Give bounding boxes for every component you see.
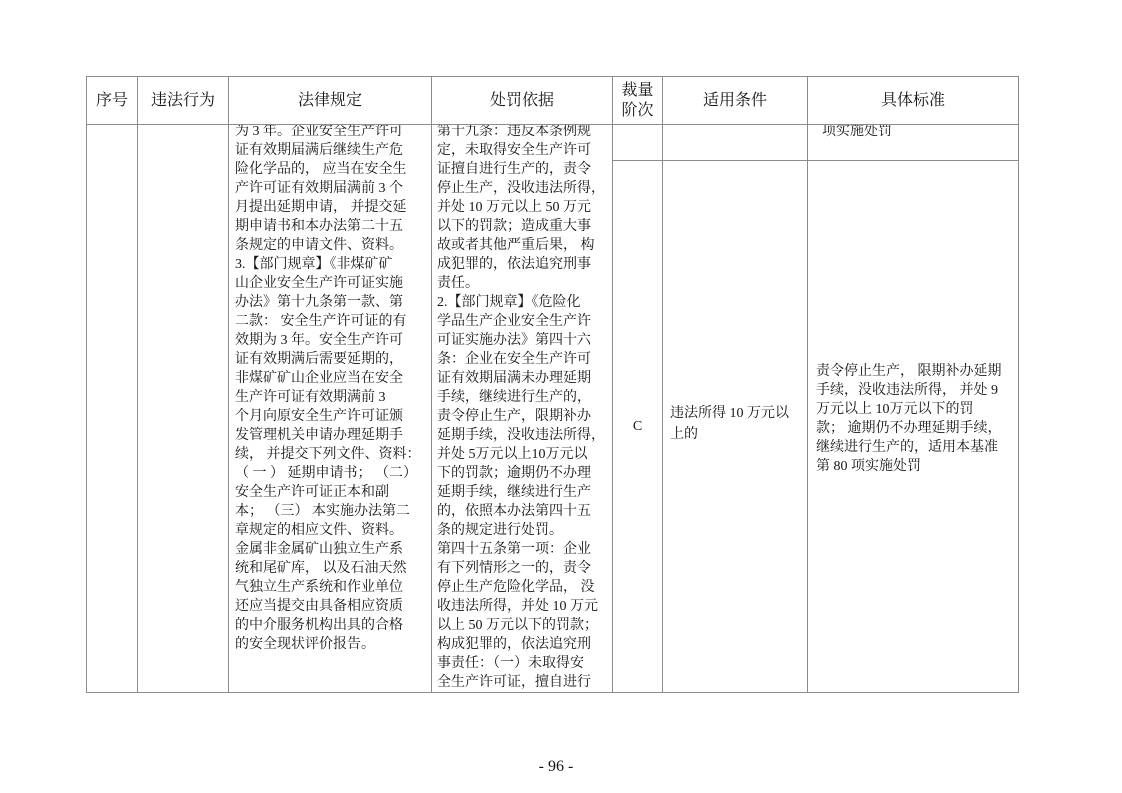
tier-2-condition-text: 违法所得 10 万元以 上的 [670,405,789,442]
penalty-basis-cell [431,124,613,693]
header-serial: 序号 [86,76,138,125]
tier-2-level-text: C [632,418,643,434]
tier-2-level-cell [612,160,663,693]
header-applicable-condition: 适用条件 [662,76,808,125]
tier-1-condition-cell [662,124,808,161]
serial-cell [86,124,138,693]
penalty-standards-table [86,76,1019,693]
tier-2-standard-text: 责令停止生产， 限期补办延期 手续，没收违法所得， 并处 9 万元以上 10万元以下的罚 款； 逾期仍不办理延期手续， 继续进行生产的，适用本基准 第 80 项实施处罚 [816,363,1002,474]
header-violation: 违法行为 [137,76,229,125]
legal-provisions-text: 为 3 年。企业安全生产许可 证有效期届满后继续生产危 险化学品的， 应当在安全生 产许可证有效期届满前 3 个 月提出延期申请， 并提交延 期申请书和本办法第二十五 条规定的申请文件、资料。 3.【部门规章】《非煤矿矿 山企业安全生产许可证实施 办法》第十九条第一款、第 二款： 安全生产许可证的有 效期为 3 年。安全生产许可 证有效期满后需要延期的， 非煤矿矿山企业应当在安全 生产许可证有效期满前 3 个月向原安全生产许可证颁 发管理机关申请办理延期手 续， 并提交下列文件、资料： （ 一 ） 延期申请书； （二） 安全生产许可证正本和副 本； （三） 本实施办法第二 章规定的相应文件、资料。 金属非金属矿山独立生产系 统和尾矿库， 以及石油天然 气独立生产系统和作业单位 还应当提交由具备相应资质 的中介服务机构出具的合格 的安全现状评价报告。 [235,124,421,652]
tier-1-standard-cell [807,124,1019,161]
violation-cell [137,124,229,693]
header-discretion-level: 裁量 阶次 [612,76,663,125]
tier-2-condition-cell [662,160,808,693]
tier-2-standard-cell [807,160,1019,693]
page-number: - 96 - [538,758,574,775]
header-legal-provisions: 法律规定 [228,76,432,125]
legal-provisions-cell [228,124,432,693]
header-specific-standard: 具体标准 [807,76,1019,125]
tier-1-standard-text: 项实施处罚 [822,124,892,139]
penalty-basis-text: 第十九条：违反本条例规 定，未取得安全生产许可 证擅自进行生产的，责令 停止生产，没收违法所得， 并处 10 万元以上 50 万元 以下的罚款；造成重大事 故或者其他严重后果， 构 成犯罪的，依法追究刑事 责任。 2.【部门规章】《危险化 学品生产企业安全生产许 可证实施办法》第四十六 条：企业在安全生产许可 证有效期届满未办理延期 手续，继续进行生产的， 责令停止生产，限期补办 延期手续，没收违法所得， 并处 5万元以上10万元以 下的罚款；逾期仍不办理 延期手续，继续进行生产 的，依照本办法第四十五 条的规定进行处罚。 第四十五条第一项：企业 有下列情形之一的，责令 停止生产危险化学品， 没 收违法所得，并处 10 万元 以上 50 万元以下的罚款； 构成犯罪的，依法追究刑 事责任：（一）未取得安 全生产许可证，擅自进行 [437,124,605,690]
header-penalty-basis: 处罚依据 [431,76,613,125]
tier-1-level-cell [612,124,663,161]
